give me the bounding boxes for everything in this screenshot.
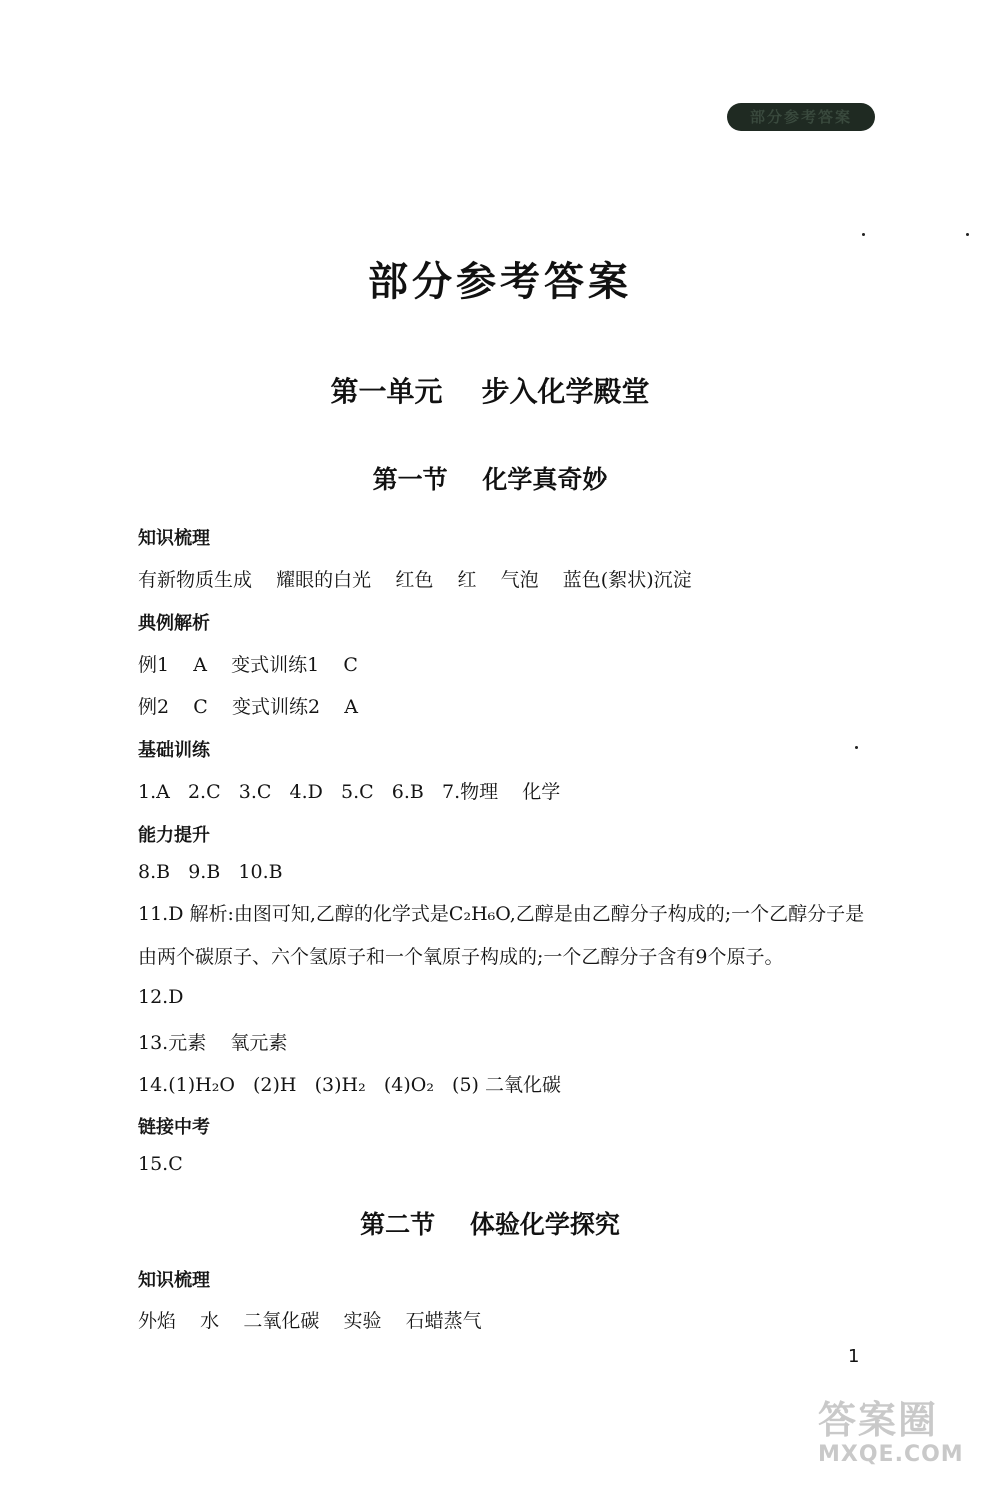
subheading-exam-link: 链接中考 — [138, 1117, 210, 1138]
watermark-url: MXQE.COM — [818, 1442, 964, 1467]
answer-line: 例1 A 变式训练1 C — [138, 654, 358, 676]
section-title: 第二节 体验化学探究 — [360, 1210, 620, 1239]
answer-line: 14.(1)H₂O (2)H (3)H₂ (4)O₂ (5) 二氧化碳 — [138, 1074, 562, 1096]
answer-line: 8.B 9.B 10.B — [138, 861, 283, 883]
answer-line: 13.元素 氧元素 — [138, 1032, 288, 1054]
answer-line: 有新物质生成 耀眼的白光 红色 红 气泡 蓝色(絮状)沉淀 — [138, 569, 692, 591]
subheading-ability: 能力提升 — [138, 825, 210, 846]
section-title: 第一节 化学真奇妙 — [372, 465, 608, 494]
unit-title: 第一单元 步入化学殿堂 — [330, 375, 650, 408]
answer-line: 1.A 2.C 3.C 4.D 5.C 6.B 7.物理 化学 — [138, 781, 561, 803]
answer-line: 外焰 水 二氧化碳 实验 石蜡蒸气 — [138, 1310, 482, 1332]
subheading-examples: 典例解析 — [138, 613, 210, 634]
answer-line: 12.D — [138, 986, 184, 1008]
answer-paragraph: 11.D 解析:由图可知,乙醇的化学式是C₂H₆O,乙醇是由乙醇分子构成的;一个乙醇分子是由两个碳原子、六个氢原子和一个氧原子构成的;一个乙醇分子含有9个原子。 — [138, 903, 865, 968]
scan-speck — [862, 233, 865, 236]
site-watermark — [818, 1398, 994, 1488]
subheading-knowledge: 知识梳理 — [138, 528, 210, 549]
answer-line: 15.C — [138, 1153, 183, 1175]
section-tab-badge: 部分参考答案 — [727, 103, 875, 131]
page-number: 1 — [848, 1346, 860, 1367]
scan-speck — [966, 233, 969, 236]
page-title: 部分参考答案 — [368, 259, 632, 305]
watermark-logo-text: 答案圈 — [818, 1398, 939, 1442]
scan-speck — [855, 746, 858, 749]
answer-line: 例2 C 变式训练2 A — [138, 696, 358, 718]
subheading-knowledge: 知识梳理 — [138, 1270, 210, 1291]
subheading-basic-training: 基础训练 — [138, 740, 210, 761]
